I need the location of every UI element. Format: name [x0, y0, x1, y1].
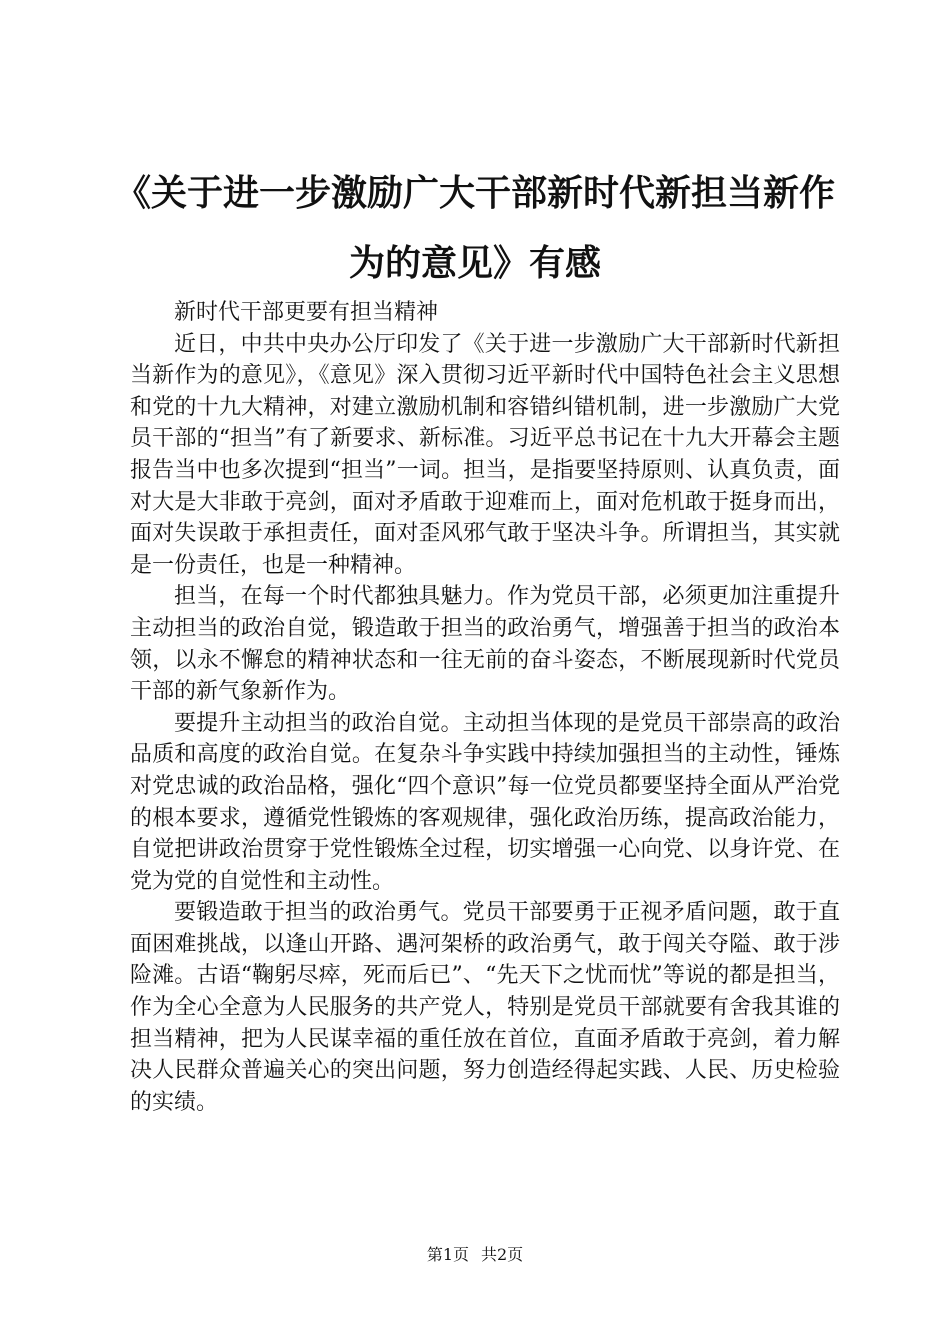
page-title [100, 158, 850, 298]
section-heading: 新时代干部更要有担当精神 [174, 300, 439, 325]
title-line-2: 为的意见》有感 [348, 242, 601, 284]
page-number: 第1页 [426, 1245, 469, 1264]
page-total: 共2页 [481, 1245, 524, 1264]
paragraph-1: 近日，中共中央办公厅印发了《关于进一步激励广大干部新时代新担当新作为的意见》，《意见》深入贯彻习近平新时代中国特色社会主义思想和党的十九大精神，对建立激励机制和容错纠错机制，进一步激励广大党员干部的“担当”有了新要求、新标准。习近平总书记在十九大开幕会主题报告当中也多次提到“担当”一词。担当，是指要坚持原则、认真负责，面对大是大非敢于亮剑，面对矛盾敢于迎难而上，面对危机敢于挺身而出，面对失误敢于承担责任，面对歪风邪气敢于坚决斗争。所谓担当，其实就是一份责任，也是一种精神。 [130, 331, 840, 578]
paragraph-2: 担当，在每一个时代都独具魅力。作为党员干部，必须更加注重提升主动担当的政治自觉，锻造敢于担当的政治勇气，增强善于担当的政治本领，以永不懈怠的精神状态和一往无前的奋斗姿态，不断展现新时代党员干部的新气象新作为。 [130, 584, 840, 705]
page-footer [0, 1244, 950, 1266]
paragraph-3: 要提升主动担当的政治自觉。主动担当体现的是党员干部崇高的政治品质和高度的政治自觉。在复杂斗争实践中持续加强担当的主动性，锤炼对党忠诚的政治品格，强化“四个意识”每一位党员都要坚持全面从严治党的根本要求，遵循党性锻炼的客观规律，强化政治历练，提高政治能力，自觉把讲政治贯穿于党性锻炼全过程，切实增强一心向党、以身许党、在党为党的自觉性和主动性。 [130, 710, 840, 894]
title-line-1: 《关于进一步激励广大干部新时代新担当新作 [114, 172, 835, 214]
paragraph-4: 要锻造敢于担当的政治勇气。党员干部要勇于正视矛盾问题，敢于直面困难挑战，以逢山开路、遇河架桥的政治勇气，敢于闯关夺隘、敢于涉险滩。古语“鞠躬尽瘁，死而后已”、“先天下之忧而忧”等说的都是担当，作为全心全意为人民服务的共产党人，特别是党员干部就要有舍我其谁的担当精神，把为人民谋幸福的重任放在首位，直面矛盾敢于亮剑，着力解决人民群众普遍关心的突出问题，努力创造经得起实践、人民、历史检验的实绩。 [130, 900, 840, 1115]
document-body [130, 297, 840, 1118]
